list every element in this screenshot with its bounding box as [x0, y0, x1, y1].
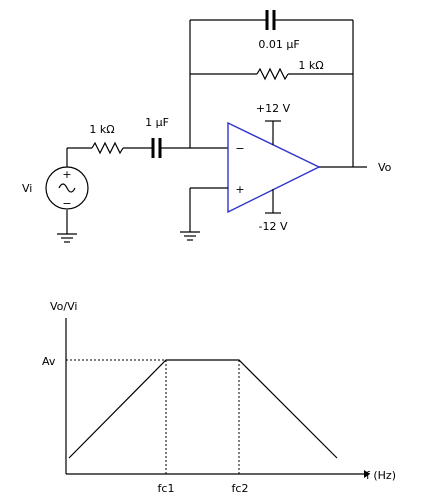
noninverting-ground-symbol [180, 232, 200, 240]
response-curve [69, 360, 337, 458]
x-axis-label: f (Hz) [366, 469, 396, 482]
source-plus-sign: + [62, 168, 72, 181]
fc1-label: fc1 [157, 482, 175, 495]
positive-supply-label: +12 V [255, 102, 291, 115]
input-capacitor [153, 138, 160, 158]
y-axis-label: Vo/Vi [50, 300, 78, 313]
circuit-schematic [22, 10, 392, 242]
input-resistor [92, 143, 123, 153]
input-capacitor-label: 1 μF [145, 116, 169, 129]
feedback-resistor [257, 69, 288, 79]
fc2-label: fc2 [231, 482, 249, 495]
feedback-capacitor [267, 10, 274, 30]
opamp-noninverting-sign: + [235, 183, 245, 196]
source-label-vi: Vi [22, 182, 33, 195]
source-ground-symbol [57, 210, 77, 242]
feedback-capacitor-label: 0.01 μF [258, 38, 300, 51]
level-label-av: Av [42, 355, 56, 368]
input-resistor-label: 1 kΩ [89, 123, 115, 136]
frequency-response-graph [42, 300, 396, 495]
source-minus-sign: − [62, 197, 72, 210]
opamp-inverting-sign: − [235, 142, 245, 155]
negative-supply-label: -12 V [258, 220, 288, 233]
feedback-resistor-label: 1 kΩ [298, 59, 324, 72]
output-label-vo: Vo [378, 161, 392, 174]
